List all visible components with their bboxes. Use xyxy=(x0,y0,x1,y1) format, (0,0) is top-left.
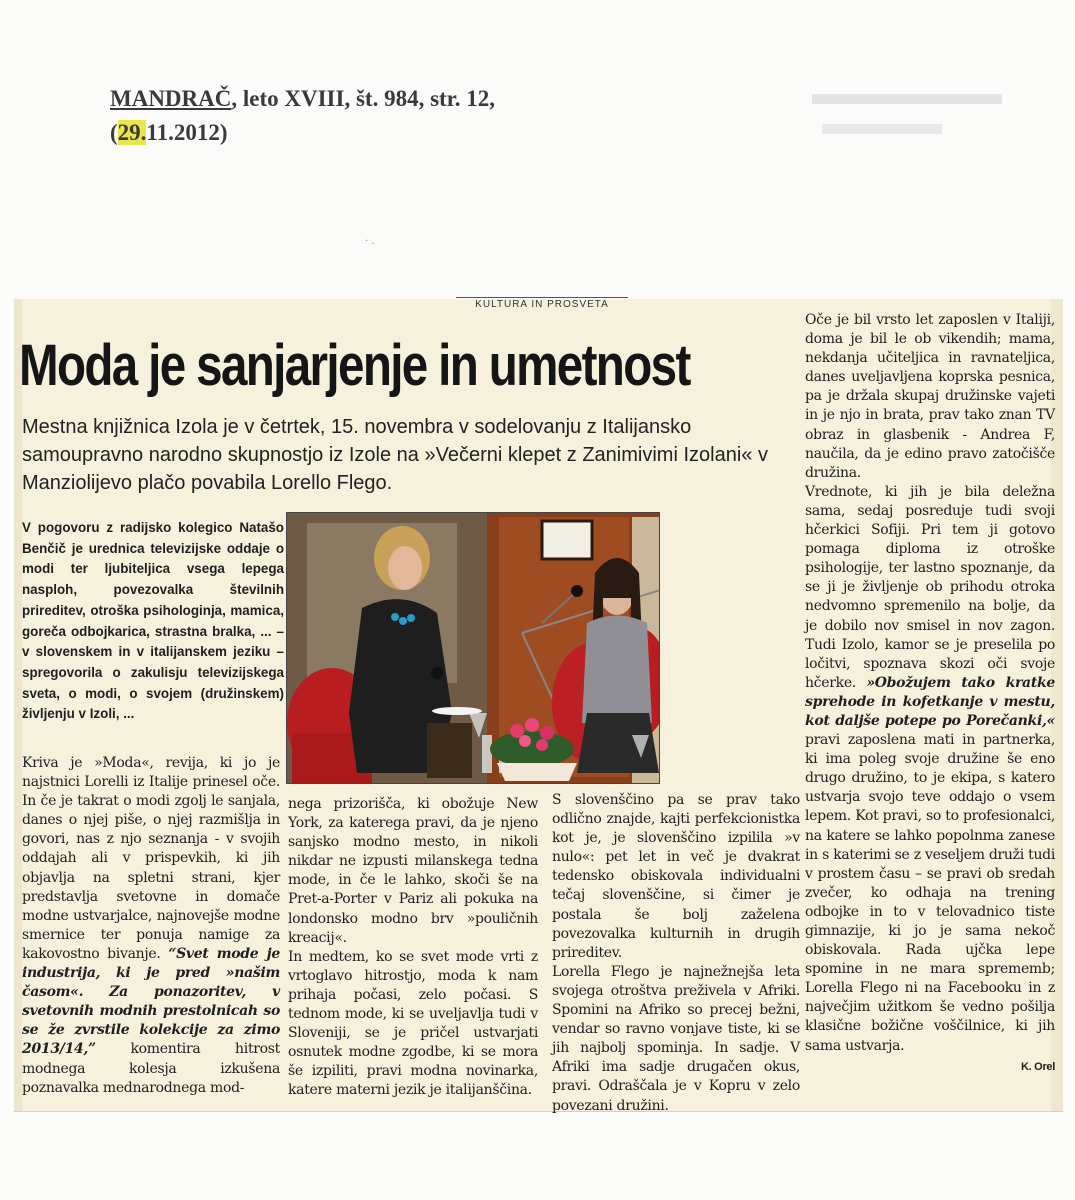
pull-quote-2: »Obožujem tako kratke sprehode in kofetkanje v mestu, kot daljše potepe po Porečanki,« xyxy=(805,674,1055,729)
photo-illustration xyxy=(287,513,659,783)
column-4-paragraph-1: Oče je bil vrsto let zaposlen v Italiji, doma je bil le ob vikendih; mama, nekdanja učiteljica in ravnateljica, danes uveljavljena koprska pesnica, pa je držala skupaj družinske vajeti in je njo in brata, prav tako znan TV obraz in glasbenik - Andrea F, naučila, da je edino pravo zatočišče družina. xyxy=(805,312,1055,481)
newspaper-clipping xyxy=(14,299,1063,1112)
headline: Moda je sanjarjenje in umetnost xyxy=(19,333,690,398)
column-3-paragraph-1: S slovenščino pa se prav tako odlično znajde, kajti perfekcionistka kot je, je slovenščino izpilila »v nulo«: pet let in več je dvakrat tedensko obiskovala individualni tečaj slovenščine, si čimer je postala še bolj zaželena povezovalka kulturnih in drugih prireditev. xyxy=(552,792,800,961)
article-column-1 xyxy=(22,754,280,1098)
author-signature: K. Orel xyxy=(1021,1060,1055,1073)
publication-name: MANDRAČ xyxy=(110,86,232,111)
pull-quote-1: “Svet mode je industrija, ki je pred »našim časom«. Za ponazoritev, v svetovnih modnih prestolnicah so se že zvrstile kolekcije za zimo 2013/14,” xyxy=(22,945,280,1058)
speck: · . xyxy=(365,236,375,247)
issue-info: , leto XVIII, št. 984, str. 12, xyxy=(231,86,496,111)
column-1-tail: komentira hitrost modnega kolesja izkušena poznavalka mednarodnega mod- xyxy=(22,1041,280,1096)
column-4-paragraph-2-end: pravi zaposlena mati in partnerka, ki ima poleg svoje družine še eno drugo družino, to je ekipa, s katero ustvarja svojo teve oddajo o vsem lepem. Kot pravi, so to profesionalci, na katere se lahko popolnma zanese in s katerimi se z veseljem druži tudi v prostem času – se pravi ob sredah zvečer, ko odhaja na trening odbojke in to v telovadnico tiste gimnazije, ki jo je sama nekoč obiskovala. Rada ujčka lepe spomine in ne mara sprememb; Lorella Flego ni na Facebooku in z največjim užitkom še vedno pošilja klasične božične voščilnice, ki jih sama ustvarja. xyxy=(805,732,1055,1054)
intro-paragraph: V pogovoru z radijsko kolegico Natašo Benčič je urednica televizijske oddaje o modi ter ljubiteljica vsega lepega nasploh, povezovalka številnih prireditev, otroška psihologinja, mamica, goreča odbojkarica, strastna bralka, ... – v slovenskem in v italijanskem jeziku – spregovorila o zakulisju televizijskega sveta, o modi, o svojem (družinskem) življenju v Izoli, ... xyxy=(22,520,284,722)
date-open: ( xyxy=(110,120,118,145)
clipping-edge xyxy=(14,299,22,1111)
show-through-text xyxy=(812,84,1012,154)
article-column-2 xyxy=(288,795,538,1101)
column-2-paragraph-2: In medtem, ko se svet mode vrti z vrtoglavo hitrostjo, moda k nam prihaja počasi, zelo počasi. S tednom mode, ki se uveljavlja tudi v Sloveniji, se je pričel ustvarjati osnutek modne zgodbe, ki se mora še izpiliti, pravi modna novinarka, katere materni jezik je italijanščina. xyxy=(288,948,538,1099)
article-column-4 xyxy=(805,311,1055,1077)
article-photo xyxy=(286,512,660,784)
article-column-3 xyxy=(552,791,800,1116)
section-label: KULTURA IN PROSVETA xyxy=(456,297,628,311)
date-rest: 11.2012) xyxy=(146,120,228,145)
column-3-paragraph-2: Lorella Flego je najnežnejša leta svojega otroštva preživela v Afriki. Spomini na Afriko so precej bežni, vendar so ravno vonjave tiste, ki se jih najbolj spominja. In sadje. V Afriki ima sadje drugačen okus, pravi. Odraščala je v Kopru v zelo povezani družini. xyxy=(552,963,800,1114)
column-2-paragraph-1: nega prizorišča, ki obožuje New York, za katerega pravi, da je njeno sanjsko modno mesto, in nikoli nikdar ne izpusti milanskega tedna mode, in če le lahko, skoči še na Pret-a-Porter v Pariz ali pokuka na londonsko modno brv »pouličnih kreacij«. xyxy=(288,796,538,946)
column-1-text: Kriva je »Moda«, revija, ki jo je najstnici Lorelli iz Italije prinesel oče. In če je takrat o modi zgolj le sanjala, danes o njej piše, o njej razmišlja in govori, nas z njo seznanja - v svojih oddajah ali v prispevkih, ki jih objavlja na spletni strani, kjer predstavlja svetovne in domače modne ustvarjalce, najnovejše modne smernice ter ponuja namige za kakovostno bivanje. xyxy=(22,755,280,962)
source-citation xyxy=(110,82,495,150)
highlighted-day: 29. xyxy=(117,120,147,145)
column-4-paragraph-2: Vrednote, ki jih je bila deležna sama, sedaj posreduje tudi svoji hčerkici Sofiji. Pri tem ji gotovo pomaga diploma iz otroške psihologije, ter lastno spoznanje, da se ji je življenje ob prihodu otroka nedvomno spremenilo na bolje, da je dobilo nov smisel in nov zagon. Tudi Izolo, kamor se je preselila po ločitvi, spoznava skozi oči svoje hčerke. xyxy=(805,483,1055,691)
lead-paragraph: Mestna knjižnica Izola je v četrtek, 15. novembra v sodelovanju z Italijansko samoupravno narodno skupnostjo iz Izole na »Večerni klepet z Zanimivimi Izolani« v Manziolijevo plačo povabila Lorello Flego. xyxy=(22,416,768,494)
